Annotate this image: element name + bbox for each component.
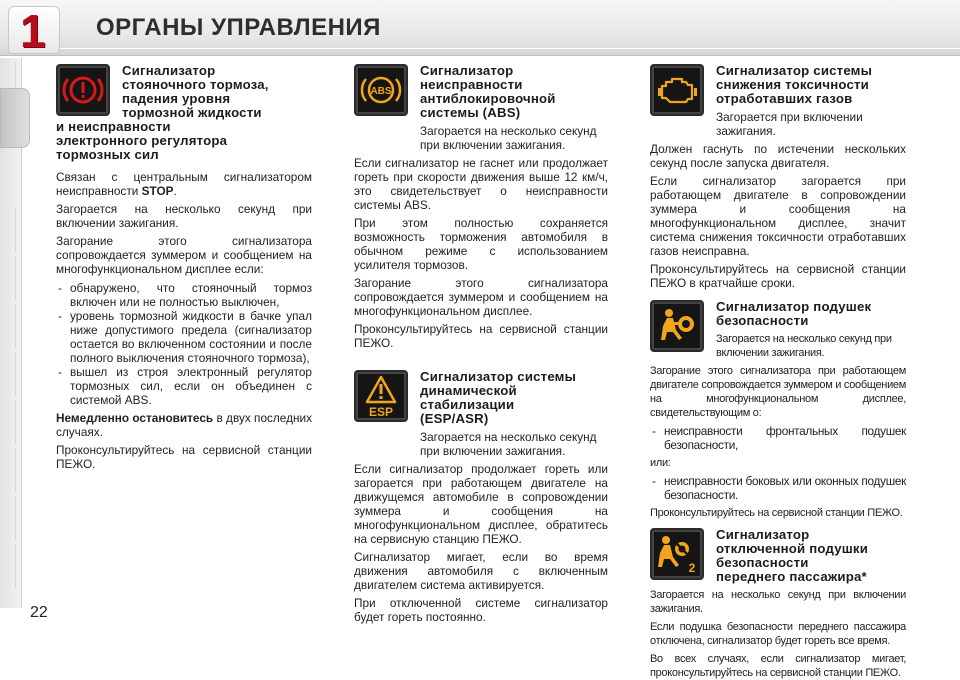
brake-warning-section xyxy=(56,62,312,471)
paragraph: При этом полностью сохраняется возможность торможения автомобиля в обычном режиме с использованием усилителя тормозов. xyxy=(354,216,608,272)
subtitle: Загорается на несколько секунд при включении зажигания. xyxy=(420,430,597,458)
paragraph: Загорание этого сигнализатора при работающем двигателе сопровождается зуммером и сообщением на многофункциональном дисплее, свидетельствующим о: xyxy=(650,365,906,419)
paragraph: Сигнализатор мигает, если во время движения автомобиля с включенным двигателем система активируется. xyxy=(354,550,608,592)
section-title-line: динамической xyxy=(420,383,517,398)
chapter-number: 1 xyxy=(20,5,46,57)
text: . xyxy=(173,184,177,198)
esp-section xyxy=(354,368,608,624)
passenger-airbag-off-icon xyxy=(650,528,704,580)
section-title-line: отключенной подушки xyxy=(716,541,869,556)
passenger-airbag-section xyxy=(650,526,906,680)
paragraph: Должен гаснуть по истечении нескольких секунд после запуска двигателя. xyxy=(650,142,906,170)
section-title-line: снижения токсичности xyxy=(716,77,869,92)
list-item: - вышел из строя электронный регулятор тормозных сил, если он объединен с системой ABS. xyxy=(56,365,312,407)
paragraph: Проконсультируйтесь на сервисной станции ПЕЖО в кратчайше сроки. xyxy=(650,262,906,290)
rail-divider xyxy=(0,208,16,252)
paragraph: Загорание этого сигнализатора сопровождается зуммером и сообщением на многофункциональном дисплее если: xyxy=(56,234,312,276)
abs-warning-icon xyxy=(354,64,408,116)
subtitle: Загорается на несколько секунд при включении зажигания. xyxy=(650,589,906,615)
airbag-section xyxy=(650,298,906,520)
section-title-line: Сигнализатор xyxy=(420,63,514,78)
subtitle: Загорается при включении зажигания. xyxy=(716,110,863,138)
list-item: - уровень тормозной жидкости в бачке упал ниже допустимого предела (сигнализатор остается во включенном состоянии и после полного выключения стояночного тормоза), xyxy=(56,309,312,365)
esp-icon-label: ESP xyxy=(368,405,394,419)
list-item: - неисправности боковых или оконных подушек безопасности. xyxy=(650,474,906,502)
section-title-line: системы (ABS) xyxy=(420,105,521,120)
stop-label: STOP xyxy=(141,184,174,198)
column-emission-airbag xyxy=(650,62,906,680)
rail-divider xyxy=(0,496,16,540)
column-brake-warning xyxy=(56,62,312,471)
section-title-line: неисправности xyxy=(420,77,523,92)
paragraph: Если сигнализатор продолжает гореть или загорается при работающем двигателе на движущемся автомобиле в сопровождении зуммера и сообщения на многофункциональном дисплее, обратитесь на сервисную станцию ПЕЖО. xyxy=(354,462,608,546)
abs-icon-label: ABS xyxy=(370,86,392,97)
paragraph: Загорание этого сигнализатора сопровождается зуммером и сообщением на многофункциональном дисплее. xyxy=(354,276,608,318)
paragraph: Если сигнализатор не гаснет или продолжает гореть при скорости движения выше 12 км/ч, это свидетельствует о неисправности системы ABS. xyxy=(354,156,608,212)
section-title-line: безопасности xyxy=(716,555,809,570)
section-title-line: Сигнализатор подушек xyxy=(716,299,872,314)
emission-section xyxy=(650,62,906,290)
section-title-line: Сигнализатор системы xyxy=(420,369,577,384)
warning-emphasis: Немедленно остановитесь xyxy=(56,411,214,425)
parking-brake-warning-icon xyxy=(56,64,110,116)
list-item: - неисправности фронтальных подушек безопасности, xyxy=(650,424,906,452)
section-title-line: антиблокировочной xyxy=(420,91,556,106)
paragraph xyxy=(56,411,312,439)
paragraph: Проконсультируйтесь на сервисной станции ПЕЖО. xyxy=(650,507,903,519)
page-header xyxy=(0,0,960,58)
rail-divider xyxy=(0,400,16,444)
section-title-line: падения уровня xyxy=(122,91,231,106)
section-title-line: стояночного тормоза, xyxy=(122,77,269,92)
rail-divider xyxy=(0,352,16,396)
subtitle: Загорается на несколько секунд при включении зажигания. xyxy=(420,124,597,152)
rail-divider xyxy=(0,448,16,492)
paragraph xyxy=(56,170,312,198)
paragraph: Проконсультируйтесь на сервисной станции ПЕЖО. xyxy=(56,443,312,471)
rail-divider xyxy=(0,256,16,300)
column-abs-esp xyxy=(354,62,608,624)
paragraph: Загорается на несколько секунд при включении зажигания. xyxy=(56,202,312,230)
text: Связан с центральным сигнализатором неисправности xyxy=(56,170,312,198)
section-title-line: и неисправности xyxy=(56,119,171,134)
airbag-warning-icon xyxy=(650,300,704,352)
section-title-line: переднего пассажира* xyxy=(716,569,867,584)
section-title-line: Сигнализатор системы xyxy=(716,63,873,78)
esp-warning-icon xyxy=(354,370,408,422)
header-divider xyxy=(60,48,960,49)
paragraph: или: xyxy=(650,457,671,469)
chapter-side-tab xyxy=(0,88,30,148)
section-title-line: электронного регулятора xyxy=(56,133,228,148)
text: в двух последних случаях. xyxy=(56,411,312,439)
section-title-line: тормозных сил xyxy=(56,147,159,162)
section-title-line: (ESP/ASR) xyxy=(420,411,489,426)
list-item: - обнаружено, что стояночный тормоз включен или не полностью выключен, xyxy=(56,281,312,309)
page-number: 22 xyxy=(30,604,48,621)
svg-text:2: 2 xyxy=(688,561,696,575)
paragraph: Проконсультируйтесь на сервисной станции ПЕЖО. xyxy=(354,322,608,350)
paragraph: Во всех случаях, если сигнализатор мигает, проконсультируйтесь на сервисной станции ПЕЖО. xyxy=(650,653,906,679)
chapter-title: ОРГАНЫ УПРАВЛЕНИЯ xyxy=(96,14,381,41)
section-title-line: безопасности xyxy=(716,313,809,328)
section-title-line: тормозной жидкости xyxy=(122,105,262,120)
paragraph: Если сигнализатор загорается при работающем двигателе в сопровождении зуммера и сообщения на многофункциональном дисплее, значит система снижения токсичности отработавших газов неисправна. xyxy=(650,174,906,258)
paragraph: Если подушка безопасности переднего пассажира отключена, сигнализатор будет гореть все время. xyxy=(650,621,906,647)
section-title-line: стабилизации xyxy=(420,397,515,412)
rail-divider xyxy=(0,304,16,348)
abs-section xyxy=(354,62,608,350)
paragraph: При отключенной системе сигнализатор будет гореть постоянно. xyxy=(354,596,608,624)
subtitle: Загорается на несколько секунд при включении зажигания. xyxy=(716,333,892,359)
section-title-line: Сигнализатор xyxy=(716,527,810,542)
rail-divider xyxy=(0,544,16,588)
engine-emission-warning-icon xyxy=(650,64,704,116)
section-title-line: отработавших газов xyxy=(716,91,853,106)
section-title-line: Сигнализатор xyxy=(122,63,216,78)
